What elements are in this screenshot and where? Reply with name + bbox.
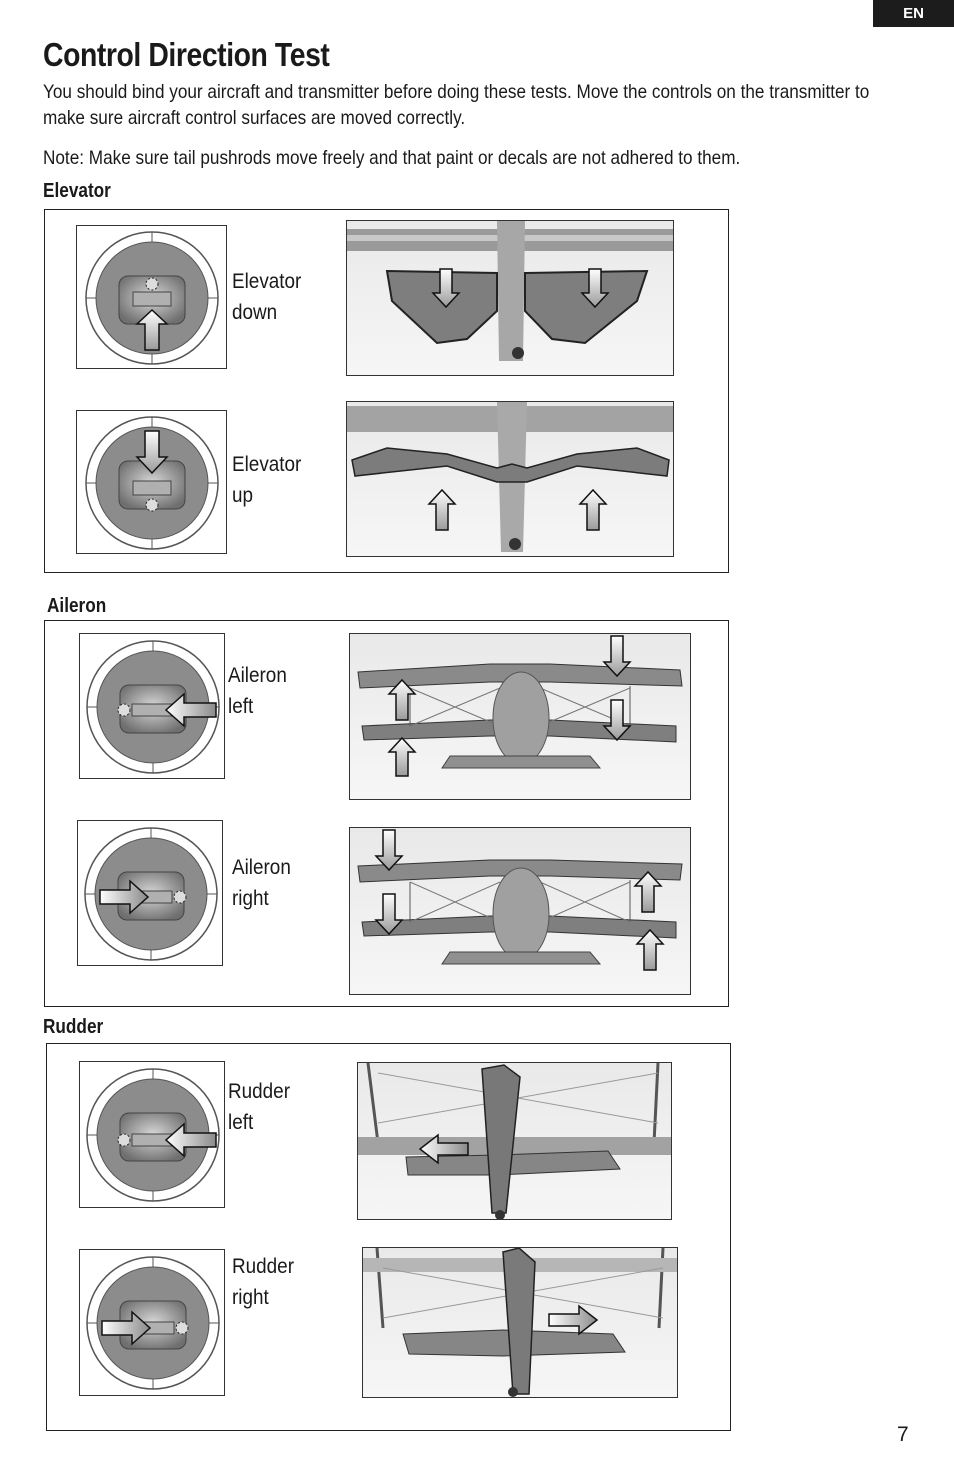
stick-diagram-aileron-right xyxy=(77,820,223,966)
photo-elevator-up xyxy=(346,401,674,557)
photo-rudder-left xyxy=(357,1062,672,1220)
caption-elevator-down: Elevator down xyxy=(232,270,302,324)
stick-diagram-elevator-down xyxy=(76,225,227,369)
elevator-heading: Elevator xyxy=(43,180,111,202)
note-paragraph: Note: Make sure tail pushrods move freely and that paint or decals are not adhered to them. xyxy=(43,147,741,169)
aileron-heading: Aileron xyxy=(47,595,107,617)
caption-rudder-right: Rudder right xyxy=(232,1255,295,1309)
stick-diagram-elevator-up xyxy=(76,410,227,554)
rudder-heading: Rudder xyxy=(43,1016,104,1038)
page-title: Control Direction Test xyxy=(43,36,330,73)
caption-elevator-up: Elevator up xyxy=(232,453,302,507)
caption-aileron-right: Aileron right xyxy=(232,856,291,910)
page-number: 7 xyxy=(897,1423,909,1446)
stick-diagram-rudder-right xyxy=(79,1249,225,1396)
stick-diagram-rudder-left xyxy=(79,1061,225,1208)
caption-aileron-left: Aileron left xyxy=(228,664,287,718)
photo-rudder-right xyxy=(362,1247,678,1398)
intro-paragraph: You should bind your aircraft and transmitter before doing these tests. Move the controls on the transmitter to make sure aircraft control surfaces are moved correctly. xyxy=(43,81,870,129)
language-tab: EN xyxy=(873,0,954,27)
photo-aileron-left xyxy=(349,633,691,800)
photo-elevator-down xyxy=(346,220,674,376)
photo-aileron-right xyxy=(349,827,691,995)
caption-rudder-left: Rudder left xyxy=(228,1080,291,1134)
stick-diagram-aileron-left xyxy=(79,633,225,779)
